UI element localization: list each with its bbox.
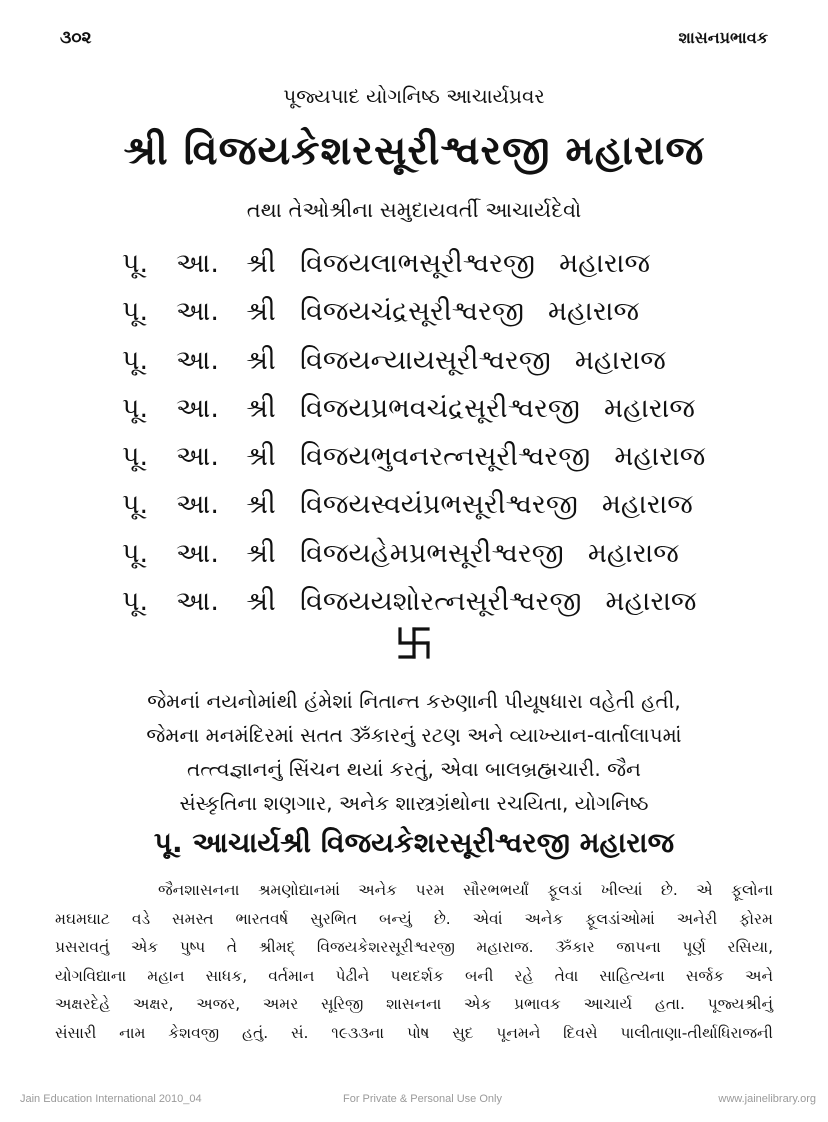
- tribute-line: સંસ્કૃતિના શણગાર, અનેક શાસ્ત્રગ્રંથોના રચયિતા, યોગનિષ્ઠ: [179, 791, 649, 815]
- prefix-pu: પૂ.: [122, 248, 149, 279]
- acharya-title: મહારાજ: [559, 248, 651, 279]
- acharya-name: વિજયસ્વયંપ્રભસૂરીશ્વરજી: [300, 489, 578, 521]
- acharya-name: વિજયલાભસૂરીશ્વરજી: [300, 248, 536, 279]
- acharya-title: મહારાજ: [601, 489, 693, 521]
- tribute-name: પૂ. આચાર્યશ્રી વિજયકેશરસૂરીશ્વરજી મહારાજ: [153, 826, 675, 859]
- bio-line: અક્ષરદેહે અક્ષર, અજર, અમર સૂરિજી શાસનના એક પ્રભાવક આચાર્ય હતા. પૂજ્યશ્રીનું: [55, 995, 773, 1013]
- prefix-pu: પૂ.: [122, 441, 149, 473]
- prefix-pu: પૂ.: [122, 586, 149, 618]
- swastika-icon: [397, 626, 431, 660]
- tribute-line: તત્ત્વજ્ઞાનનું સિંચન થયાં કરતું, એવા બાલબ્રહ્મચારી. જૈન: [187, 757, 641, 781]
- acharya-item: [122, 337, 705, 385]
- prefix-pu: પૂ.: [122, 344, 149, 376]
- prefix-aa: આ.: [176, 586, 219, 618]
- prefix-aa: આ.: [176, 296, 219, 328]
- bio-line: મઘમઘાટ વડે સમસ્ત ભારતવર્ષ સુરભિત બન્યું છે. એવાં અનેક ફૂલડાંઓમાં અનેરી ફોરમ: [55, 909, 773, 928]
- acharya-name: વિજયચંદ્રસૂરીશ્વરજી: [300, 296, 524, 328]
- footer-publisher: Jain Education International 2010_04: [20, 1093, 202, 1105]
- footer-notice: For Private & Personal Use Only: [343, 1093, 502, 1105]
- bio-line: પ્રસરાવતું એક પુષ્પ તે શ્રીમદ્ વિજયકેશરસૂરીશ્વરજી મહારાજ. ૐકાર જાપના પૂર્ણ રસિયા,: [55, 938, 773, 956]
- bio-line: યોગવિદ્યાના મહાન સાધક, વર્તમાન પેઢીને પથદર્શક બની રહે તેવા સાહિત્યના સર્જક અને: [55, 966, 773, 985]
- acharya-name: વિજયયશોરત્નસૂરીશ્વરજી: [300, 586, 582, 618]
- acharya-title: મહારાજ: [587, 537, 679, 569]
- prefix-shri: શ્રી: [246, 537, 276, 569]
- footer-website-link[interactable]: www.jainelibrary.org: [718, 1093, 816, 1105]
- prefix-shri: શ્રી: [246, 586, 276, 618]
- acharya-title: મહારાજ: [614, 441, 706, 473]
- prefix-shri: શ્રી: [246, 489, 276, 521]
- subtitle: તથા તેઓશ્રીના સમુદાયવર્તી આચાર્યદેવો: [246, 198, 582, 222]
- prefix-shri: શ્રી: [246, 248, 276, 279]
- acharya-item: [122, 481, 705, 529]
- prefix-aa: આ.: [176, 392, 219, 424]
- honorific-line: પૂજ્યપાદ યોગનિષ્ઠ આચાર્યપ્રવર: [283, 84, 545, 108]
- bio-line: જૈનશાસનના શ્રમણોદ્યાનમાં અનેક પરમ સૌરભભર્યાં ફૂલડાં ખીલ્યાં છે. એ ફૂલોના: [158, 881, 773, 899]
- acharya-title: મહારાજ: [603, 392, 695, 424]
- tribute-paragraph: [0, 684, 828, 820]
- acharya-item: [122, 385, 705, 433]
- acharya-name: વિજયપ્રભવચંદ્રસૂરીશ્વરજી: [300, 392, 580, 424]
- prefix-shri: શ્રી: [246, 296, 276, 328]
- acharya-title: મહારાજ: [605, 586, 697, 618]
- acharya-name: વિજયહેમપ્રભસૂરીશ્વરજી: [300, 537, 564, 569]
- prefix-pu: પૂ.: [122, 392, 149, 424]
- prefix-aa: આ.: [176, 441, 219, 473]
- acharya-item: [122, 530, 705, 578]
- prefix-aa: આ.: [176, 248, 219, 279]
- main-title: શ્રી વિજયકેશરસૂરીશ્વરજી મહારાજ: [123, 128, 705, 174]
- prefix-shri: શ્રી: [246, 344, 276, 376]
- acharya-item: [122, 240, 705, 288]
- acharya-name: વિજયભુવનરત્નસૂરીશ્વરજી: [300, 441, 591, 473]
- page-number: ૩૦૨: [60, 28, 92, 48]
- acharya-item: [122, 433, 705, 481]
- acharya-item: [122, 288, 705, 336]
- prefix-shri: શ્રી: [246, 441, 276, 473]
- prefix-aa: આ.: [176, 537, 219, 569]
- bio-line: સંસારી નામ કેશવજી હતું. સં. ૧૯૩૩ના પોષ સુદ પૂનમને દિવસે પાલીતાણા-તીર્થાધિરાજની: [55, 1023, 773, 1042]
- tribute-line: જેમના મનમંદિરમાં સતત ૐકારનું રટણ અને વ્યાખ્યાન-વાર્તાલાપમાં: [146, 723, 682, 747]
- prefix-aa: આ.: [176, 344, 219, 376]
- running-head: શાસનપ્રભાવક: [678, 28, 768, 47]
- acharya-item: [122, 578, 705, 626]
- prefix-aa: આ.: [176, 489, 219, 521]
- acharya-title: મહારાજ: [548, 296, 639, 328]
- prefix-pu: પૂ.: [122, 296, 149, 328]
- acharya-list: [122, 240, 705, 626]
- prefix-pu: પૂ.: [122, 489, 149, 521]
- biography-paragraph: [55, 876, 773, 1047]
- acharya-name: વિજયન્યાયસૂરીશ્વરજી: [300, 344, 551, 376]
- tribute-line: જેમનાં નયનોમાંથી હંમેશાં નિતાન્ત કરુણાની પીયૂષધારા વહેતી હતી,: [147, 689, 681, 713]
- acharya-title: મહારાજ: [574, 344, 666, 376]
- prefix-pu: પૂ.: [122, 537, 149, 569]
- prefix-shri: શ્રી: [246, 392, 276, 424]
